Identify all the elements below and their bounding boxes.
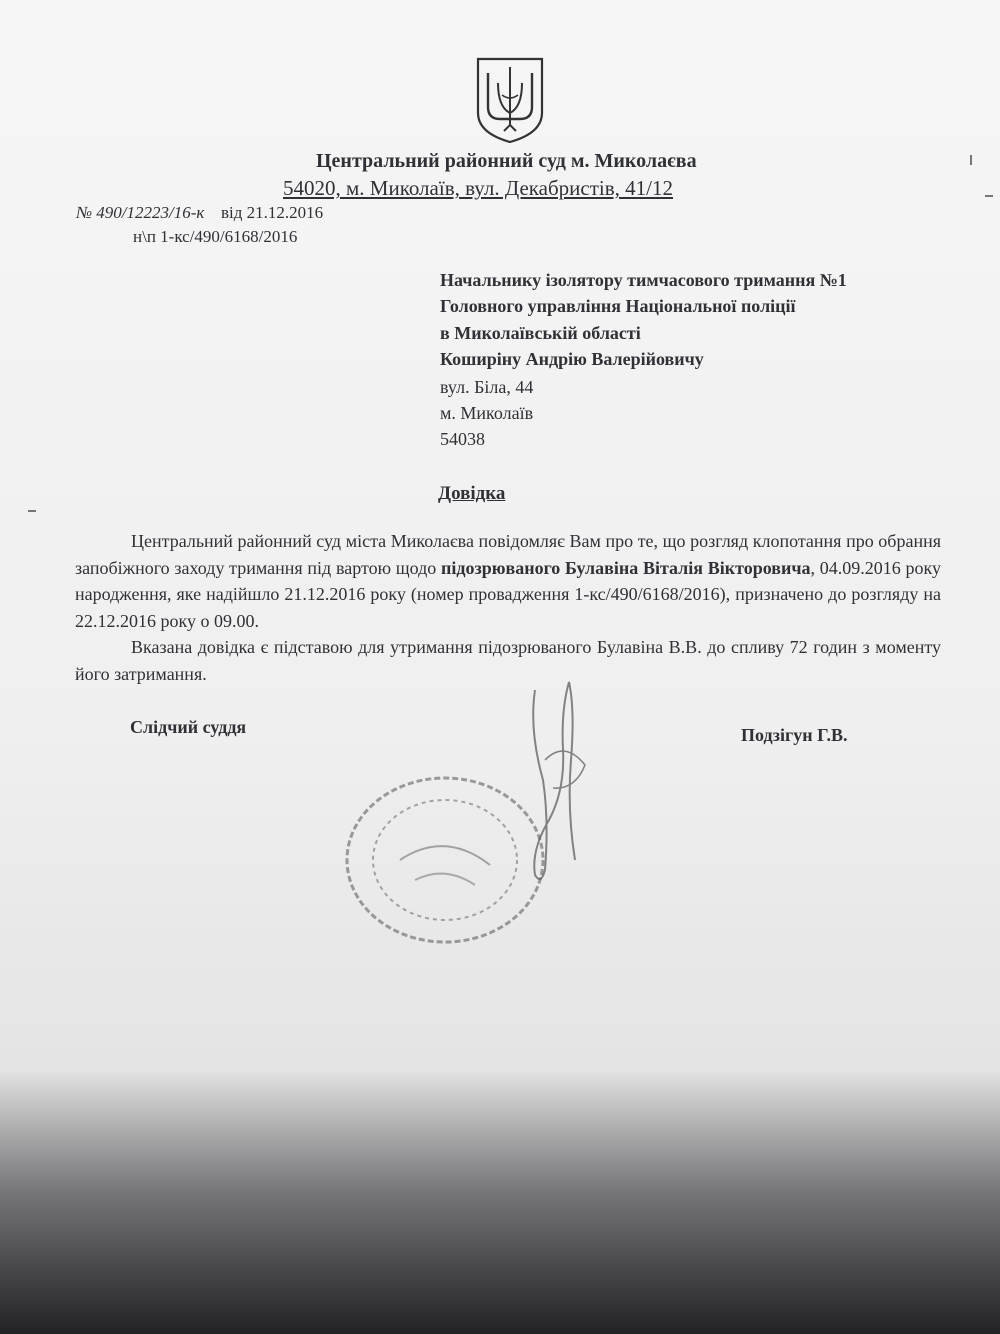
addressee-postcode: 54038 <box>440 429 485 449</box>
addressee-line-2: Головного управління Національної поліції <box>440 296 796 316</box>
addressee-line-1: Начальнику ізолятору тимчасового тримання №1 <box>440 270 847 290</box>
paper-edge-mark <box>970 155 972 165</box>
court-name: Центральний районний суд м. Миколаєва <box>316 150 697 172</box>
suspect-name: підозрюваного Булавіна Віталія Вікторовича <box>441 557 811 578</box>
addressee-city: м. Миколаїв <box>440 403 534 423</box>
document-title: Довідка <box>438 483 506 504</box>
paragraph-1-end: , 04.09.2016 року народження, яке надійшло 21.12.2016 року (номер провадження 1-кс/490/6168/2016), призначено до розгляду на 22.12.2016 року о 09.00. <box>75 557 941 631</box>
court-address: 54020, м. Миколаїв, вул. Декабристів, 41/12 <box>283 176 673 200</box>
paragraph-1 <box>75 528 941 634</box>
addressee-name: Коширіну Андрію Валерійовичу <box>440 349 704 369</box>
paper-edge-mark <box>985 195 993 197</box>
paragraph-1-start: Центральний районний суд міста Миколаєва повідомляє Вам про те, що розгляд клопотання про обрання запобіжного заходу тримання під вартою щодо <box>75 531 941 578</box>
addressee-line-3: в Миколаївській області <box>440 323 641 343</box>
addressee-street: вул. Біла, 44 <box>440 377 534 397</box>
document-body <box>75 528 941 687</box>
paper-edge-mark <box>28 510 36 512</box>
signature-name: Подзігун Г.В. <box>741 725 848 745</box>
reference-number: № 490/12223/16-к <box>76 203 205 222</box>
signature-role: Слідчий суддя <box>130 717 247 737</box>
proceeding-number: н\п 1-кс/490/6168/2016 <box>133 227 298 246</box>
paragraph-2: Вказана довідка є підставою для утримання підозрюваного Булавіна В.В. до спливу 72 годин з моменту його затримання. <box>75 637 941 684</box>
reference-date: від 21.12.2016 <box>221 203 324 222</box>
court-seal-stamp <box>340 770 550 950</box>
coat-of-arms-icon <box>474 55 546 145</box>
